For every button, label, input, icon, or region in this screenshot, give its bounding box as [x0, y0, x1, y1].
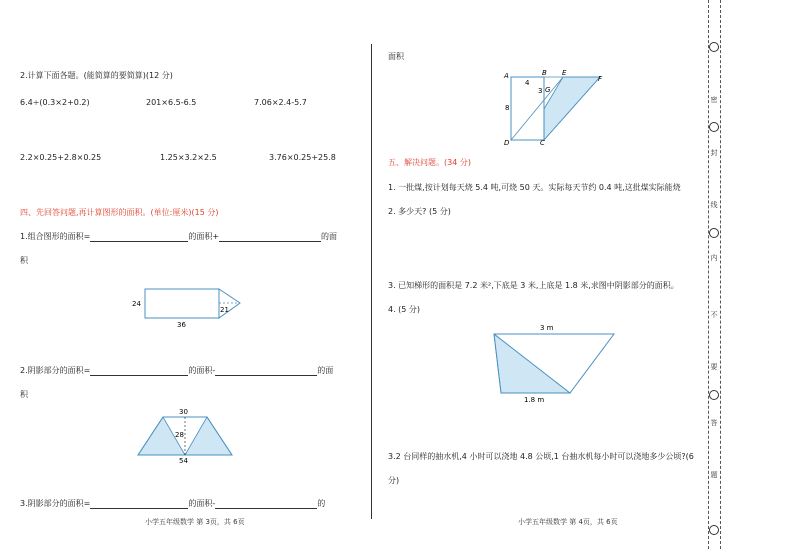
- q4-3-blank-1[interactable]: [90, 499, 188, 509]
- calc-item-1: 6.4÷(0.3×2+0.2): [20, 98, 90, 107]
- q4-1-blank-2[interactable]: [219, 232, 321, 242]
- fig3-label-c: C: [540, 139, 545, 147]
- q5-4-text: 4. (5 分): [388, 305, 421, 314]
- fig1-rectangle: [145, 289, 219, 318]
- q4-2-blank-2[interactable]: [215, 366, 317, 376]
- binding-circle: [709, 228, 719, 238]
- q4-2-line: [20, 366, 333, 376]
- binding-char: 线: [710, 201, 718, 209]
- fig1-label-height: 24: [132, 300, 141, 308]
- figure-parallelogram: [500, 68, 612, 148]
- calc-item-4: 2.2×0.25+2.8×0.25: [20, 153, 102, 162]
- right-footer: 小学五年级数学 第 4页，共 6页: [518, 518, 618, 526]
- binding-circle: [709, 42, 719, 52]
- fig3-label-d: D: [504, 139, 510, 147]
- fig2-label-top: 30: [179, 408, 188, 416]
- binding-char: 封: [710, 149, 718, 157]
- binding-line-right: [720, 0, 721, 549]
- q2-title: 2.计算下面各题。(能简算的要简算)(12 分): [20, 71, 173, 80]
- q4-1-prefix: 1.组合图形的面积=: [20, 232, 91, 241]
- fig3-label-b: B: [542, 69, 547, 77]
- figure-trapezoid-shaded: [135, 405, 240, 465]
- section5-title: 五、解决问题。(34 分): [388, 158, 471, 167]
- left-footer: 小学五年级数学 第 3页，共 6页: [145, 518, 245, 526]
- q5-3-text: 3. 已知梯形的面积是 7.2 米²,下底是 3 米,上底是 1.8 米,求图中阴影部分的面积。: [388, 281, 679, 290]
- q4-1-wrap: 积: [20, 256, 28, 265]
- binding-circle: [709, 525, 719, 535]
- section4-title: 四、先回答问题,再计算图形的面积。(单位:厘米)(15 分): [20, 208, 219, 217]
- fig3-label-a: A: [504, 72, 509, 80]
- binding-char: 答: [710, 419, 718, 427]
- q5-2-text: 2. 多少天? (5 分): [388, 207, 451, 216]
- q4-1-line: [20, 232, 337, 242]
- q4-2-mid: 的面积-: [188, 366, 216, 375]
- fig3-label-e: E: [562, 69, 567, 77]
- q4-1-mid: 的面积+: [188, 232, 220, 241]
- calc-item-5: 1.25×3.2×2.5: [160, 153, 217, 162]
- fig1-label-tri: 21: [220, 306, 229, 314]
- figure-combined-shape: [130, 285, 250, 330]
- q4-3-line: [20, 499, 325, 509]
- fig3-label-f: F: [598, 75, 603, 83]
- binding-circle: [709, 390, 719, 400]
- fig2-right-triangle: [185, 417, 232, 455]
- calc-item-3: 7.06×2.4-5.7: [254, 98, 307, 107]
- binding-char: 不: [710, 311, 718, 319]
- fig4-label-bottom: 1.8 m: [524, 396, 545, 404]
- binding-circle: [709, 122, 719, 132]
- calc-item-6: 3.76×0.25+25.8: [269, 153, 336, 162]
- q4-2-prefix: 2.阴影部分的面积=: [20, 366, 91, 375]
- binding-char: 题: [710, 471, 718, 479]
- page-divider: [371, 44, 372, 519]
- q5-5-wrap: 分): [388, 476, 400, 485]
- binding-char: 要: [710, 363, 718, 371]
- fig1-label-width: 36: [177, 321, 186, 329]
- q5-1-text: 1. 一批煤,按计划每天烧 5.4 吨,可烧 50 天。实际每天节约 0.4 吨,这批煤实际能烧: [388, 183, 681, 192]
- q4-2-wrap: 积: [20, 390, 28, 399]
- fig2-label-height: 28: [175, 431, 184, 439]
- q4-1-blank-1[interactable]: [90, 232, 188, 242]
- q4-3-end: 的: [317, 499, 326, 508]
- figure-trapezoid-triangle: [488, 320, 618, 405]
- q4-1-end: 的面: [321, 232, 338, 241]
- fig3-label-g: G: [545, 86, 551, 94]
- q4-2-end: 的面: [317, 366, 334, 375]
- binding-char: 密: [710, 96, 718, 104]
- q4-3-mid: 的面积-: [188, 499, 216, 508]
- binding-line-left: [708, 0, 709, 549]
- area-word: 面积: [388, 52, 404, 61]
- fig2-label-bottom: 54: [179, 457, 188, 465]
- q4-3-prefix: 3.阴影部分的面积=: [20, 499, 91, 508]
- calc-item-2: 201×6.5-6.5: [146, 98, 197, 107]
- q4-3-blank-2[interactable]: [215, 499, 317, 509]
- fig4-label-top: 3 m: [540, 324, 554, 332]
- fig3-label-4: 4: [525, 79, 530, 87]
- fig3-label-8: 8: [505, 104, 510, 112]
- binding-char: 内: [710, 254, 718, 262]
- q4-2-blank-1[interactable]: [90, 366, 188, 376]
- fig3-label-3: 3: [538, 87, 543, 95]
- q5-5-text: 3.2 台同样的抽水机,4 小时可以浇地 4.8 公顷,1 台抽水机每小时可以浇地多少公顷?(6: [388, 452, 694, 461]
